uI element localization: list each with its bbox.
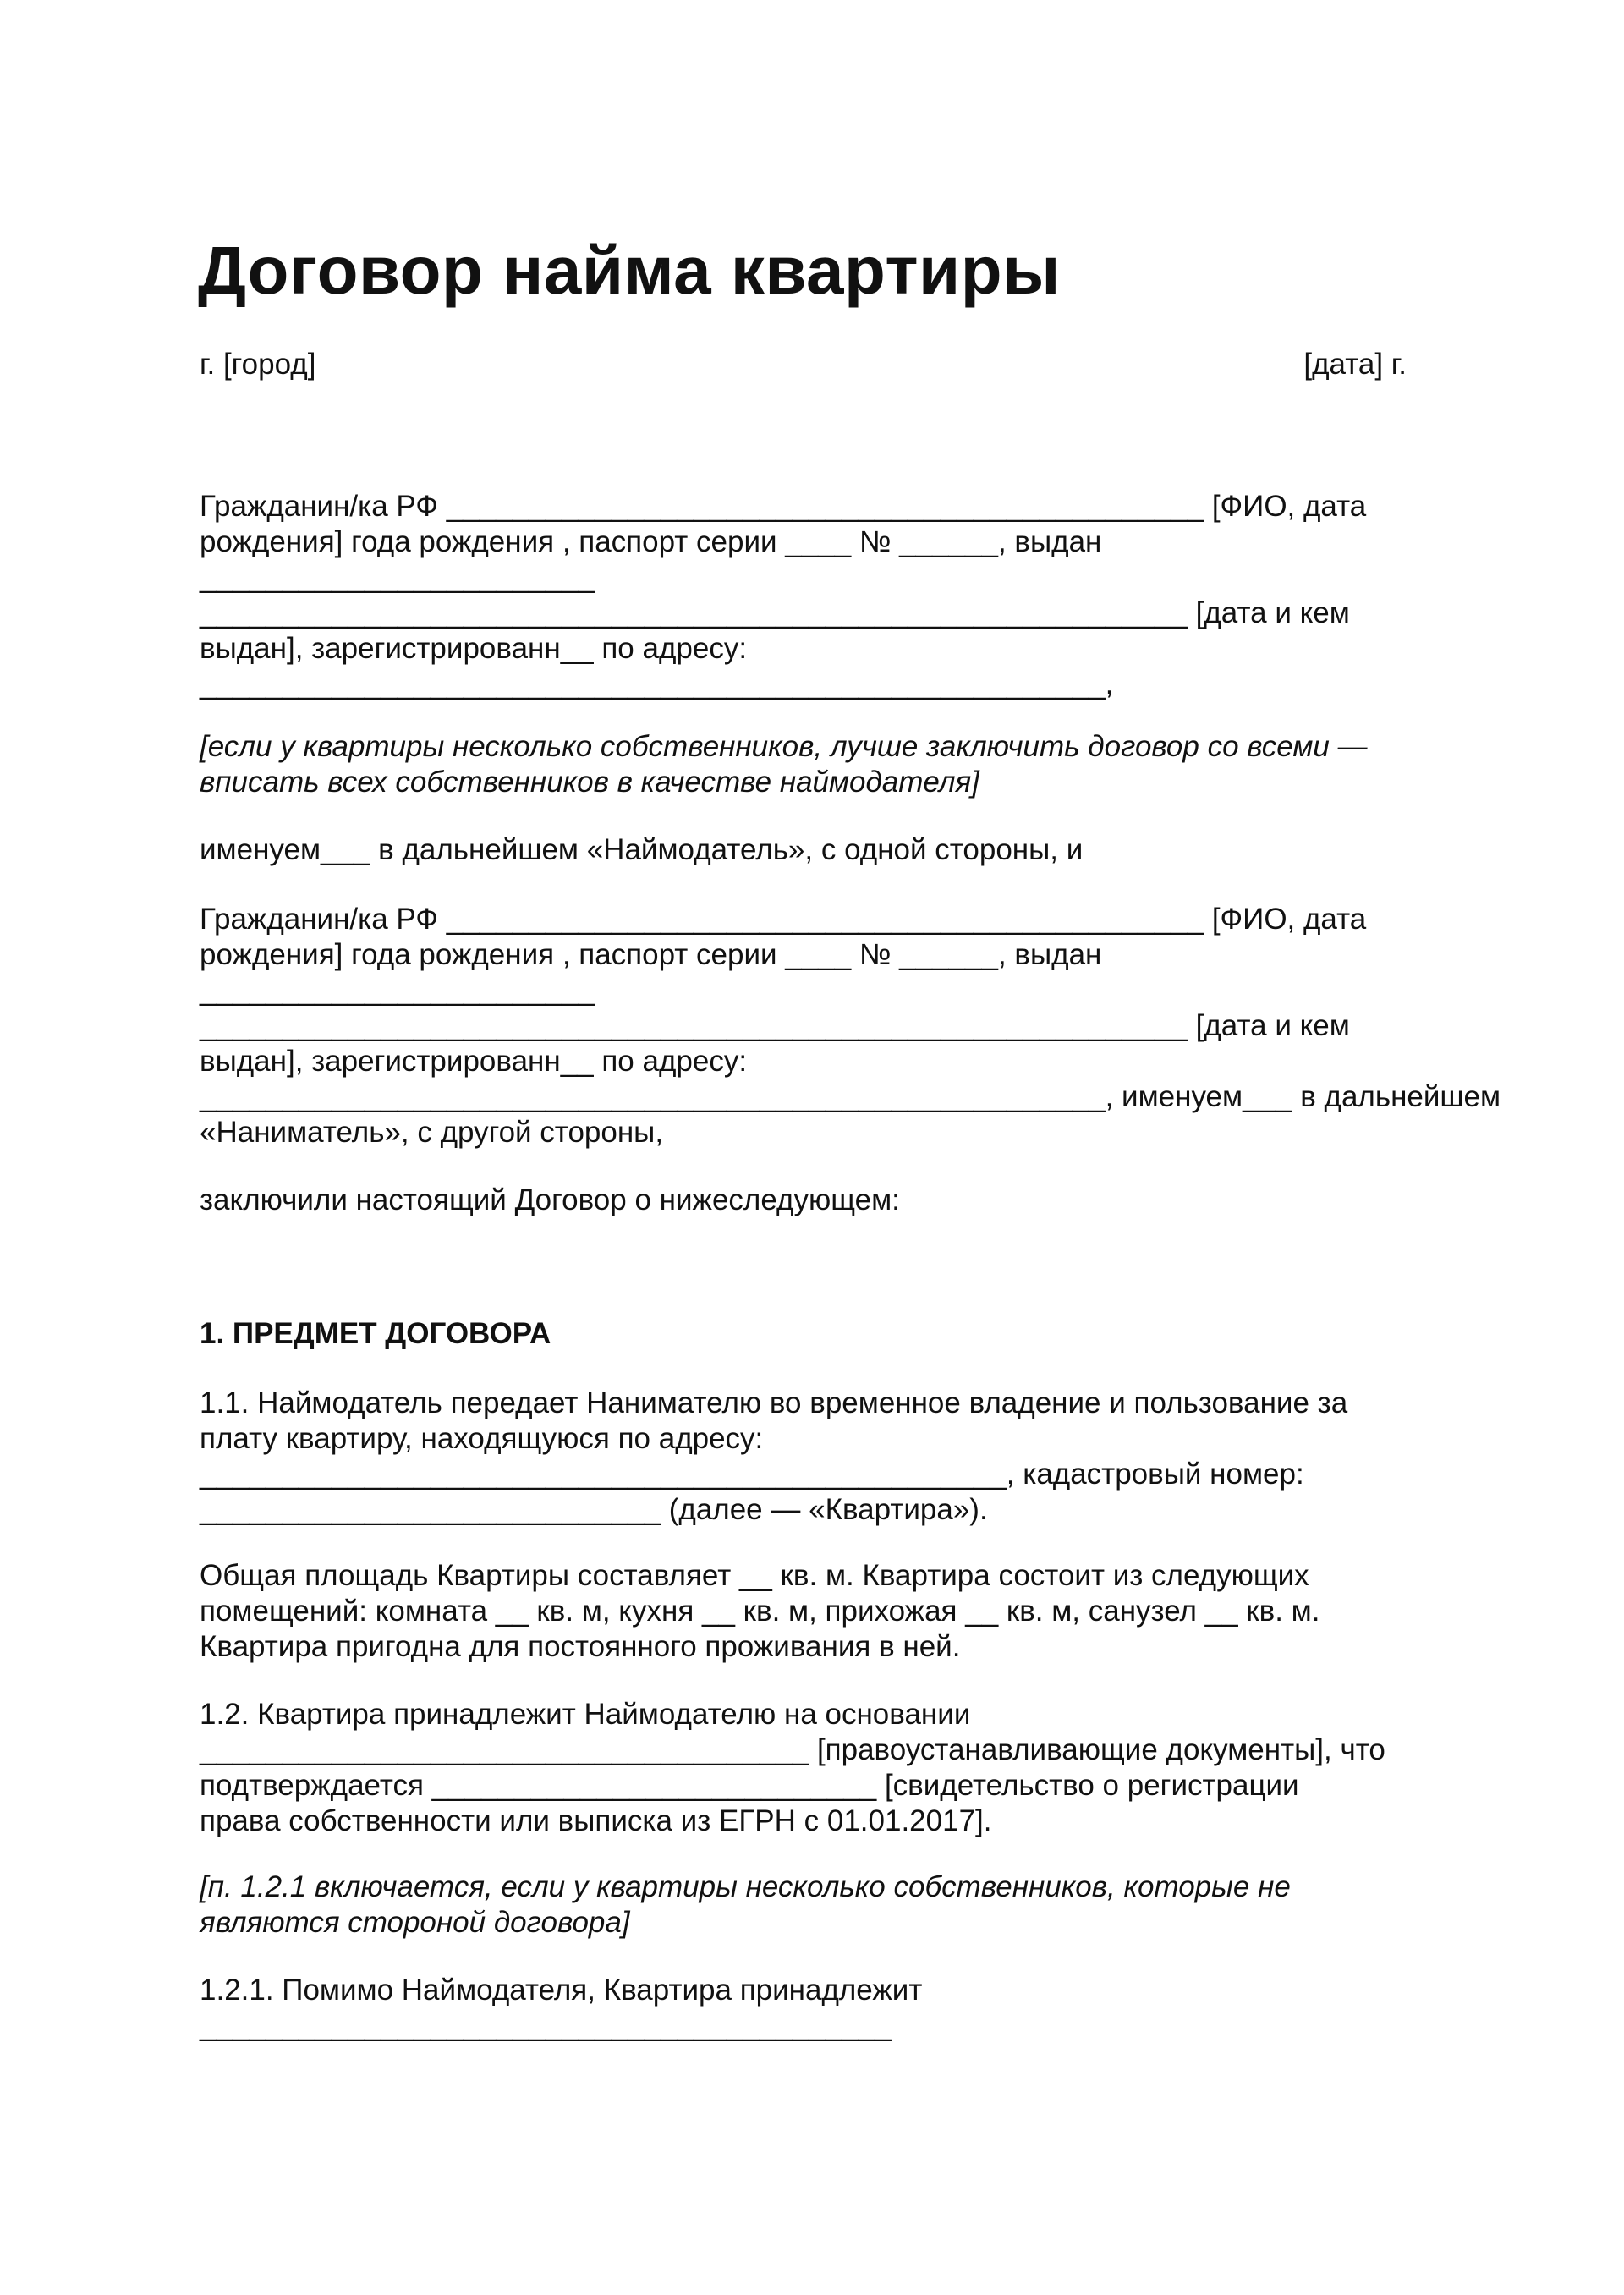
tenant-line-5: выдан], зарегистрированн__ по адресу: — [200, 1045, 748, 1078]
tenant-line-2: рождения] года рождения , паспорт серии ____ № ______, выдан — [200, 938, 1102, 971]
landlord-line-1: Гражданин/ка РФ ______________________________________________ [ФИО, дата — [200, 490, 1367, 523]
clause-1-2-line-3: подтверждается ___________________________ [свидетельство о регистрации — [200, 1769, 1299, 1802]
clause-1-1-line-3: _________________________________________________, кадастровый номер: — [200, 1458, 1304, 1491]
named-landlord-text: именуем___ в дальнейшем «Наймодатель», с одной стороны, и — [200, 833, 1084, 866]
section-heading: 1. ПРЕДМЕТ ДОГОВОРА — [200, 1317, 551, 1350]
clause-1-2-1-line-1: 1.2.1. Помимо Наймодателя, Квартира принадлежит — [200, 1974, 923, 2007]
tenant-line-6: _______________________________________________________, именуем___ в дальнейшем — [200, 1080, 1501, 1113]
note-line-1: [если у квартиры несколько собственников, лучше заключить договор со всеми — — [200, 730, 1368, 763]
landlord-line-6: _______________________________________________________, — [200, 667, 1114, 700]
date-field: [дата] г. — [1303, 348, 1407, 381]
area-line-2: помещений: комната __ кв. м, кухня __ кв. м, прихожая __ кв. м, санузел __ кв. м. — [200, 1595, 1320, 1628]
clause-1-1-line-2: плату квартиру, находящуюся по адресу: — [200, 1422, 764, 1455]
city-field: г. [город] — [200, 348, 316, 381]
landlord-line-4: ____________________________________________________________ [дата и кем — [200, 596, 1350, 629]
tenant-line-1: Гражданин/ка РФ ______________________________________________ [ФИО, дата — [200, 903, 1367, 936]
clause-1-2-line-1: 1.2. Квартира принадлежит Наймодателю на основании — [200, 1698, 971, 1731]
clause-1-1-line-4: ____________________________ (далее — «Квартира»). — [200, 1493, 988, 1526]
area-line-3: Квартира пригодна для постоянного проживания в ней. — [200, 1630, 961, 1663]
document-title: Договор найма квартиры — [198, 233, 1061, 308]
note-2-line-2: являются стороной договора] — [200, 1906, 630, 1939]
area-line-1: Общая площадь Квартиры составляет __ кв. м. Квартира состоит из следующих — [200, 1559, 1309, 1592]
clause-1-2-line-2: _____________________________________ [правоустанавливающие документы], что — [200, 1733, 1385, 1766]
landlord-line-3: ________________________ — [200, 561, 595, 594]
note-2-line-1: [п. 1.2.1 включается, если у квартиры несколько собственников, которые не — [200, 1870, 1291, 1903]
tenant-line-4: ____________________________________________________________ [дата и кем — [200, 1009, 1350, 1042]
tenant-line-3: ________________________ — [200, 974, 595, 1007]
landlord-line-2: рождения] года рождения , паспорт серии ____ № ______, выдан — [200, 525, 1102, 558]
concluded-text: заключили настоящий Договор о нижеследующем: — [200, 1183, 900, 1216]
landlord-line-5: выдан], зарегистрированн__ по адресу: — [200, 632, 748, 665]
clause-1-1-line-1: 1.1. Наймодатель передает Нанимателю во временное владение и пользование за — [200, 1386, 1348, 1419]
tenant-line-7: «Наниматель», с другой стороны, — [200, 1116, 664, 1149]
note-line-2: вписать всех собственников в качестве наймодателя] — [200, 766, 979, 799]
clause-1-2-1-line-2: __________________________________________ — [200, 2009, 892, 2042]
clause-1-2-line-4: права собственности или выписка из ЕГРН с 01.01.2017]. — [200, 1804, 992, 1837]
header-row — [200, 347, 1407, 382]
